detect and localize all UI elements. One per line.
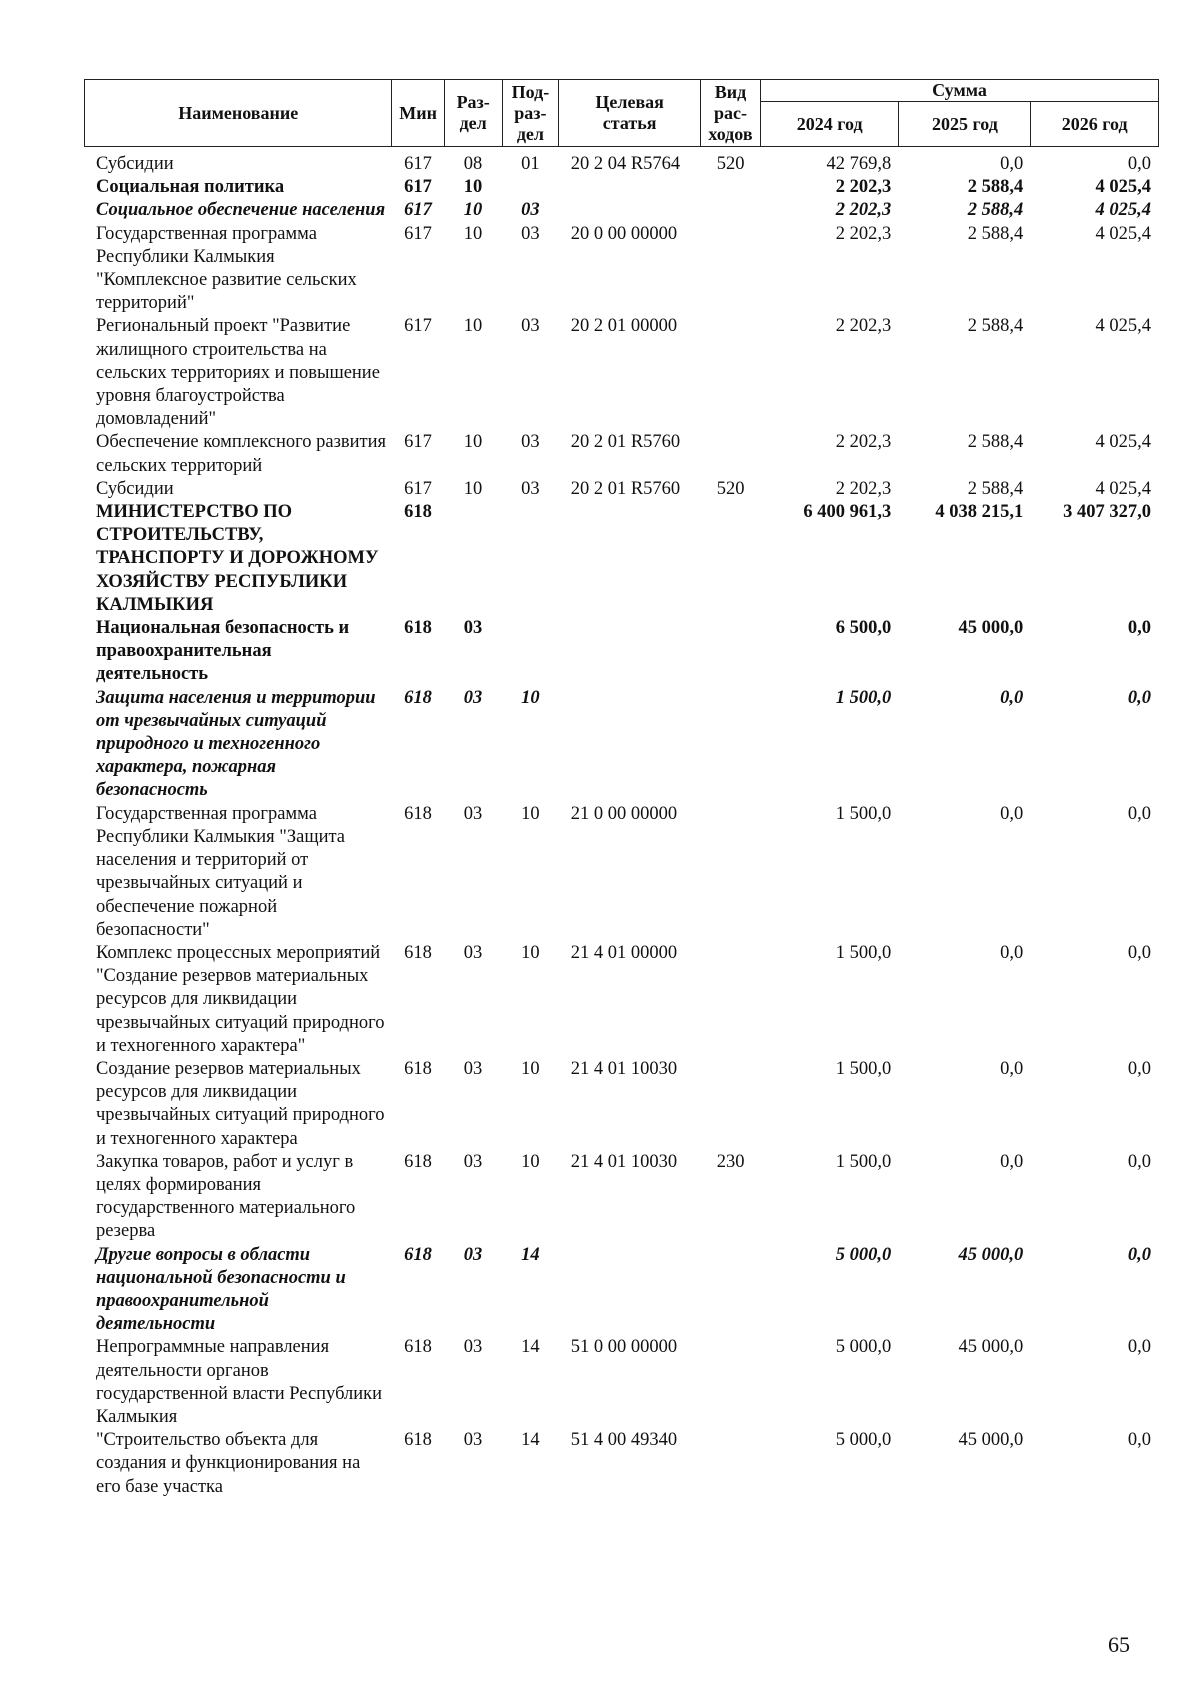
row-sum-2025: 2 588,4	[967, 177, 1024, 198]
row-min: 617	[404, 200, 432, 221]
table-header	[84, 79, 1159, 147]
row-name: Субсидии	[96, 478, 174, 499]
row-sum-2026: 0,0	[1127, 618, 1151, 639]
row-expense-type: 520	[716, 154, 745, 174]
table-row	[84, 315, 1159, 431]
row-sum-2024: 5 000,0	[835, 1430, 892, 1451]
row-target-article	[559, 176, 701, 199]
row-expense-type	[701, 431, 761, 477]
row-expense-type	[701, 942, 761, 1058]
row-sum-2026: 0,0	[1127, 687, 1151, 708]
row-sum-2024: 1 500,0	[835, 1151, 892, 1172]
row-target-article: 20 0 00 00000	[570, 223, 678, 244]
row-sum-2026: 3 407 327,0	[1063, 502, 1151, 523]
row-sum-2026: 0,0	[1127, 803, 1151, 824]
row-razdel: 10	[463, 223, 483, 244]
row-min: 618	[404, 502, 432, 523]
row-target-article: 20 2 01 R5760	[570, 432, 681, 453]
header-razdel: Раз- дел	[444, 80, 502, 147]
row-min: 617	[404, 478, 432, 499]
row-min: 618	[404, 1430, 432, 1451]
row-expense-type	[701, 803, 761, 942]
table-row	[84, 1058, 1159, 1151]
row-razdel: 10	[463, 177, 483, 198]
row-podrazdel	[502, 501, 559, 617]
row-sum-2026: 0,0	[1127, 1337, 1151, 1358]
row-sum-2024: 1 500,0	[835, 1058, 892, 1079]
page-number: 65	[1108, 1632, 1130, 1657]
row-target-article: 21 0 00 00000	[570, 803, 678, 824]
row-sum-2024: 6 400 961,3	[803, 502, 892, 523]
header-2024: 2024 год	[760, 102, 898, 147]
row-sum-2024: 5 000,0	[835, 1244, 892, 1265]
row-podrazdel: 14	[521, 1430, 540, 1451]
row-sum-2026: 4 025,4	[1095, 177, 1151, 198]
row-razdel: 10	[463, 478, 483, 499]
row-name: Региональный проект "Развитие жилищного строительства на сельских территориях и повышение уровня благоустройства домовладений"	[96, 316, 380, 430]
row-podrazdel: 03	[521, 432, 540, 453]
table-row	[84, 942, 1159, 1058]
row-sum-2025: 45 000,0	[958, 1430, 1024, 1451]
row-target-article	[559, 1244, 701, 1337]
row-razdel: 10	[463, 432, 483, 453]
row-podrazdel: 14	[521, 1244, 540, 1265]
row-sum-2025: 2 588,4	[967, 432, 1024, 453]
row-sum-2025: 4 038 215,1	[935, 502, 1024, 523]
row-name: Социальное обеспечение населения	[96, 200, 386, 221]
row-target-article: 21 4 01 10030	[570, 1058, 678, 1079]
row-min: 617	[404, 432, 432, 453]
row-name: Субсидии	[96, 154, 174, 174]
header-target: Целевая статья	[559, 80, 701, 147]
row-razdel: 03	[463, 803, 483, 824]
row-podrazdel: 10	[521, 803, 540, 824]
row-sum-2024: 2 202,3	[835, 478, 892, 499]
row-sum-2026: 4 025,4	[1095, 316, 1151, 337]
row-podrazdel: 10	[521, 942, 540, 963]
row-target-article	[559, 687, 701, 803]
row-podrazdel: 10	[521, 1151, 540, 1172]
row-sum-2026: 4 025,4	[1095, 478, 1151, 499]
row-sum-2025: 2 588,4	[967, 200, 1024, 221]
row-min: 618	[404, 1058, 432, 1079]
row-sum-2026: 0,0	[1127, 942, 1151, 963]
row-sum-2025: 45 000,0	[958, 1337, 1024, 1358]
row-name: Национальная безопасность и правоохранительная деятельность	[96, 618, 350, 685]
row-sum-2024: 2 202,3	[835, 223, 892, 244]
table-row	[84, 1336, 1159, 1429]
row-expense-type	[701, 315, 761, 431]
table-row	[84, 617, 1159, 687]
row-podrazdel: 03	[521, 316, 540, 337]
row-name: Государственная программа Республики Калмыкия "Комплексное развитие сельских территорий"	[96, 223, 357, 314]
row-expense-type	[701, 617, 761, 687]
table-row	[84, 176, 1159, 199]
row-podrazdel: 03	[521, 478, 540, 499]
row-sum-2026: 4 025,4	[1095, 200, 1151, 221]
row-sum-2024: 1 500,0	[835, 803, 892, 824]
row-sum-2026: 4 025,4	[1095, 223, 1151, 244]
row-sum-2026: 0,0	[1127, 1244, 1151, 1265]
row-name: "Строительство объекта для создания и функционирования на его базе участка	[96, 1430, 361, 1497]
row-min: 618	[404, 803, 432, 824]
row-razdel: 03	[463, 1337, 483, 1358]
row-sum-2025: 0,0	[1000, 1058, 1024, 1079]
header-podrazdel: Под- раз- дел	[502, 80, 559, 147]
table-row	[84, 687, 1159, 803]
row-min: 617	[404, 177, 432, 198]
row-podrazdel: 10	[521, 687, 540, 708]
table-row	[84, 431, 1159, 477]
table-row	[84, 1429, 1159, 1499]
row-expense-type	[701, 501, 761, 617]
table-row	[84, 1151, 1159, 1244]
row-min: 618	[404, 942, 432, 963]
header-summa: Сумма	[760, 80, 1158, 102]
row-expense-type	[701, 176, 761, 199]
row-sum-2024: 1 500,0	[835, 942, 892, 963]
row-sum-2024: 6 500,0	[835, 618, 892, 639]
row-name: Другие вопросы в области национальной безопасности и правоохранительной деятельности	[96, 1244, 346, 1335]
row-min: 618	[404, 687, 432, 708]
row-target-article: 21 4 01 00000	[570, 942, 678, 963]
table-row	[84, 199, 1159, 222]
row-razdel	[444, 501, 502, 617]
row-sum-2025: 0,0	[1000, 942, 1024, 963]
row-expense-type: 230	[716, 1151, 745, 1172]
row-razdel: 08	[463, 154, 483, 174]
row-target-article	[559, 617, 701, 687]
row-expense-type	[701, 687, 761, 803]
row-podrazdel: 10	[521, 1058, 540, 1079]
row-razdel: 03	[463, 1151, 483, 1172]
row-sum-2025: 0,0	[1000, 687, 1024, 708]
row-name: Социальная политика	[96, 177, 285, 198]
row-expense-type: 520	[716, 478, 745, 499]
row-sum-2024: 2 202,3	[835, 432, 892, 453]
row-expense-type	[701, 223, 761, 316]
row-expense-type	[701, 199, 761, 222]
row-sum-2026: 0,0	[1127, 1430, 1151, 1451]
budget-table	[84, 153, 1159, 1499]
row-sum-2024: 42 769,8	[826, 154, 892, 174]
row-razdel: 10	[463, 200, 483, 221]
row-expense-type	[701, 1058, 761, 1151]
row-sum-2026: 0,0	[1127, 1058, 1151, 1079]
table-row	[84, 478, 1159, 501]
row-razdel: 03	[463, 1430, 483, 1451]
row-min: 617	[404, 223, 432, 244]
row-target-article: 20 2 01 R5760	[570, 478, 681, 499]
row-podrazdel: 03	[521, 200, 540, 221]
row-target-article	[559, 501, 701, 617]
row-sum-2025: 45 000,0	[958, 618, 1024, 639]
row-expense-type	[701, 1429, 761, 1499]
row-razdel: 03	[463, 942, 483, 963]
row-podrazdel: 03	[521, 223, 540, 244]
row-target-article: 51 0 00 00000	[570, 1337, 678, 1358]
row-razdel: 03	[463, 618, 483, 639]
row-sum-2024: 2 202,3	[835, 316, 892, 337]
row-sum-2024: 2 202,3	[835, 177, 892, 198]
row-sum-2025: 2 588,4	[967, 316, 1024, 337]
row-name: Государственная программа Республики Калмыкия "Защита населения и территорий от чрезвычайных ситуаций и обеспечение пожарной безопасности"	[96, 803, 345, 940]
row-name: Непрограммные направления деятельности органов государственной власти Республики Калмыкия	[96, 1337, 383, 1427]
row-podrazdel	[502, 617, 559, 687]
row-target-article: 21 4 01 10030	[570, 1151, 678, 1172]
row-podrazdel: 14	[521, 1337, 540, 1358]
row-sum-2026: 0,0	[1127, 154, 1151, 174]
header-2026: 2026 год	[1031, 102, 1159, 147]
row-name: Обеспечение комплексного развития сельских территорий	[96, 432, 387, 476]
row-sum-2025: 0,0	[1000, 803, 1024, 824]
row-sum-2025: 45 000,0	[958, 1244, 1024, 1265]
row-target-article: 51 4 00 49340	[570, 1430, 678, 1451]
table-row	[84, 1244, 1159, 1337]
row-sum-2025: 2 588,4	[967, 478, 1024, 499]
row-min: 618	[404, 1337, 432, 1358]
row-min: 618	[404, 1244, 432, 1265]
row-sum-2026: 4 025,4	[1095, 432, 1151, 453]
table-row	[84, 223, 1159, 316]
row-razdel: 03	[463, 1244, 483, 1265]
row-sum-2024: 1 500,0	[835, 687, 892, 708]
row-name: Защита населения и территории от чрезвычайных ситуаций природного и техногенного характера, пожарная безопасность	[96, 687, 376, 801]
row-sum-2026: 0,0	[1127, 1151, 1151, 1172]
row-sum-2025: 2 588,4	[967, 223, 1024, 244]
row-razdel: 03	[463, 687, 483, 708]
row-razdel: 10	[463, 316, 483, 337]
row-name: Создание резервов материальных ресурсов для ликвидации чрезвычайных ситуаций природного и техногенного характера	[96, 1058, 385, 1149]
row-podrazdel: 01	[521, 154, 540, 174]
row-name: Закупка товаров, работ и услуг в целях формирования государственного материального резерва	[96, 1151, 356, 1242]
row-min: 618	[404, 1151, 432, 1172]
row-target-article	[559, 199, 701, 222]
row-name: Комплекс процессных мероприятий "Создание резервов материальных ресурсов для ликвидации чрезвычайных ситуаций природного и техногенного характера"	[96, 942, 385, 1056]
header-2025: 2025 год	[899, 102, 1031, 147]
row-razdel: 03	[463, 1058, 483, 1079]
header-vid: Вид рас- ходов	[701, 80, 761, 147]
row-expense-type	[701, 1336, 761, 1429]
row-min: 617	[404, 154, 432, 174]
header-min: Мин	[392, 80, 444, 147]
row-min: 618	[404, 618, 432, 639]
row-podrazdel	[502, 176, 559, 199]
row-sum-2024: 5 000,0	[835, 1337, 892, 1358]
row-min: 617	[404, 316, 432, 337]
table-row	[84, 501, 1159, 617]
header-name: Наименование	[85, 80, 392, 147]
table-row	[84, 803, 1159, 942]
row-target-article: 20 2 04 R5764	[570, 154, 681, 174]
row-name: МИНИСТЕРСТВО ПО СТРОИТЕЛЬСТВУ, ТРАНСПОРТУ И ДОРОЖНОМУ ХОЗЯЙСТВУ РЕСПУБЛИКИ КАЛМЫКИЯ	[96, 502, 379, 615]
row-expense-type	[701, 1244, 761, 1337]
row-sum-2025: 0,0	[1000, 1151, 1024, 1172]
row-sum-2024: 2 202,3	[835, 200, 892, 221]
row-target-article: 20 2 01 00000	[570, 316, 678, 337]
table-row	[84, 153, 1159, 176]
row-sum-2025: 0,0	[1000, 154, 1024, 174]
